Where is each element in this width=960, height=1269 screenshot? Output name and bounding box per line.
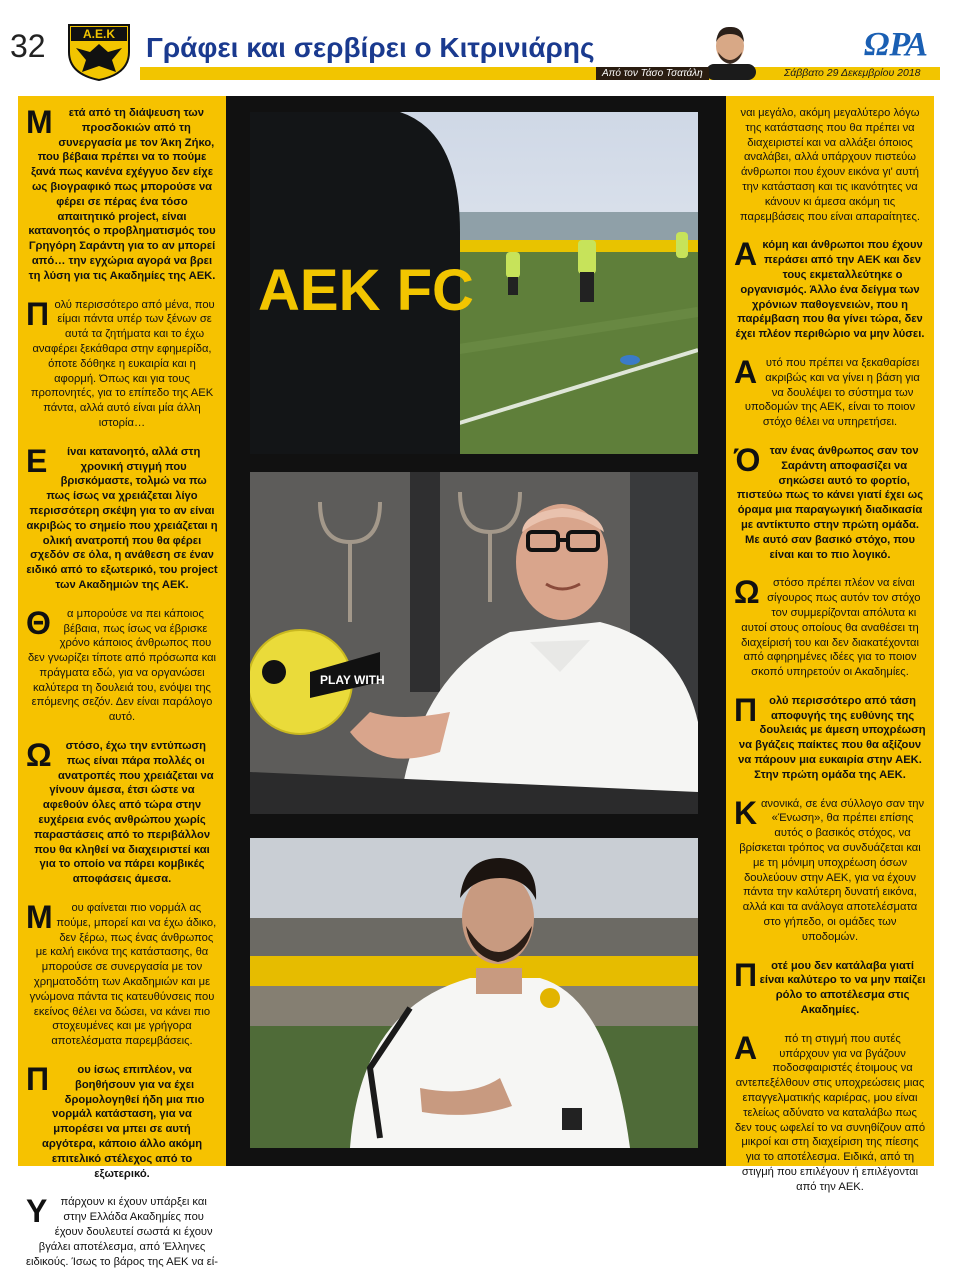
paragraph-text: στόσο, έχω την εντύπωση πως είναι πάρα πολλές οι ανατροπές που χρειάζεται να γίνουν άμεσα, έτσι ώστε να αφεθούν όλες από τώρα στην ευχέρεια ενός ανθρώπου χωρίς παραστάσεις από το περιβάλλον που θα κληθεί να διαχειριστεί και για το οποίο να πάρει κομβικές αποφάσεις άμεσα. [33,740,214,886]
paragraph-text: πάρχουν κι έχουν υπάρξει και στην Ελλάδα Ακαδημίες που έχουν δουλευτεί σωστά κι έχουν βγάλει αποτέλεσμα, από Έλληνες ειδικούς. Ίσως το βάρος της ΑΕΚ να εί- [26,1196,218,1268]
page-header [0,0,960,92]
drop-cap: Μ [26,104,53,140]
paragraph [26,442,218,593]
paragraph [734,238,926,342]
paragraph-text: οτέ μου δεν κατάλαβα γιατί είναι καλύτερο το να μην παίζει ρόλο το αποτέλεσμα στις Ακαδημίες. [759,959,926,1017]
drop-cap: Υ [26,1193,48,1230]
photo-training-jersey [250,112,698,454]
drop-cap: Ε [26,442,48,479]
paragraph-text: α μπορούσε να πει κάποιος βέβαια, πως ίσως να έβρισκε χρόνο κάποιος άνθρωπος που δεν γνωρίζει τίποτε από πρόσωπα και πράγματα εδώ, για να οργανώσει καλύτερα τη δουλειά του, ενόψει της επόμενης σεζόν. Δεν είναι παράλογο αυτό. [27,607,217,724]
paragraph [734,441,926,562]
byline: Από τον Τάσο Τσατάλη [596,67,709,80]
paragraph-text: ταν ένας άνθρωπος σαν τον Σαράντη αποφασίζει να σηκώσει αυτό το φορτίο, πιστεύω πως το κάνει γιατί έχει ως όραμα μια παραγωγική διαδικασία με αντίκτυπο στην πρώτη ομάδα. Με αυτό σαν βασικό στόχο, που είναι και το πιο λογικό. [736,444,924,561]
article-column-right [726,96,934,1193]
paragraph-text: ετά από τη διάψευση των προσδοκιών από τη συνεργασία με τον Άκη Ζήκο, που βέβαια πρέπει να το πούμε ξανά πως κανένα εχέγγυο δεν είχε ως βιογραφικό πως μπορούσε να φέρει σε πέρας ένα τόσο απαιτητικό project, είναι κατανοητός ο προβληματισμός του Γρηγόρη Σαράντη για το αν μπορεί από… την εγχώρια αγορά να βρει τη λύση για τις Ακαδημίες της ΑΕΚ. [28,107,216,282]
newspaper-logo: ΩΡΑ [864,26,928,63]
paragraph-text: υτό που πρέπει να ξεκαθαρίσει ακριβώς και να γίνει η βάση για να δουλέψει το σύστημα των υποδομών της ΑΕΚ, είναι το ποιον στόχο θέλει να υπηρετήσει. [744,356,920,429]
drop-cap: Ό [734,441,761,478]
paragraph [26,106,218,284]
drop-cap: Α [734,1029,758,1066]
jersey-text: AEK FC [258,258,474,323]
drop-cap: Ω [26,737,52,774]
paragraph-text: ανονικά, σε ένα σύλλογο σαν την «Ένωση», θα πρέπει επίσης αυτός ο βασικός στόχος, να βρίσκεται τρόπος να συνδυάζεται και με τη μόνιμη υποχρέωση όσων δουλεύουν στην ΑΕΚ, για να έχουν πάντα την καλύτερη δυνατή εικόνα, αλλά και τα ανάλογα αποτελέσματα στο γήπεδο, οι ομάδες των υποδομών. [739,797,925,943]
paragraph [26,604,218,725]
drop-cap: Μ [26,899,53,936]
paragraph-text: ναι μεγάλο, ακόμη μεγαλύτερο λόγω της κατάστασης που θα πρέπει να διαχειριστεί και να αλλάξει όποιος αναλάβει, αλλά υπάρχουν πιστεύω άνθρωποι που έχουν εικόνα γι' αυτή την κατάσταση και τις ικανότητες να κάνουν κι άμεσα ακόμη τις παρεμβάσεις που είναι απαραίτητες. [739,107,921,223]
paragraph [26,1195,218,1269]
paragraph [734,956,926,1018]
drop-cap: Θ [26,604,51,641]
author-photo [700,20,760,80]
drop-cap: Α [734,236,758,273]
paragraph [26,1063,218,1181]
paragraph [26,739,218,887]
drop-cap: Α [734,353,758,390]
column-title: Γράφει και σερβίρει ο Κιτρινιάρης [146,32,595,63]
paragraph [734,1029,926,1195]
drop-cap: Π [26,295,50,332]
issue-date: Σάββατο 29 Δεκεμβρίου 2018 [784,67,921,79]
photo-man-with-ball [250,472,698,814]
drop-cap: Π [734,691,758,728]
paragraph [734,106,926,224]
drop-cap: Ω [734,574,760,611]
crest-text: Α.Ε.Κ [82,27,116,41]
drop-cap: Κ [734,794,758,831]
paragraph-text: ίναι κατανοητό, αλλά στη χρονική στιγμή που βρισκόμαστε, τολμώ να πω πως ίσως να χρειάζεται λίγο περισσότερη σκέψη για το αν είναι ακριβώς το σημείο που χρειάζεται η ολική ανατροπή που θα φέρει σχεδόν σε όλα, η ανάθεση σε έναν ειδικό από το εξωτερικό, του project των Ακαδημιών της ΑΕΚ. [26,445,218,591]
article-column-left [18,96,226,1268]
paragraph-text: ολύ περισσότερο από μένα, που είμαι πάντα υπέρ των ξένων σε αυτά τα ζητήματα και το έχω αναφέρει ξεκάθαρα στην εφημερίδα, όποτε δόθηκε η ευκαιρία και η αφορμή. Όπως και για τους προπονητές, για το επίπεδο της ΑΕΚ πάντα, αλλά αυτό είναι μία άλλη ιστορία… [30,298,215,429]
paragraph [734,691,926,783]
paragraph [734,576,926,680]
drop-cap: Π [734,956,758,993]
drop-cap: Π [26,1061,50,1098]
photo-coach-on-pitch [250,838,698,1148]
paragraph-text: πό τη στιγμή που αυτές υπάρχουν για να βγάζουν ποδοσφαιριστές έτοιμους να αντεπεξέλθουν στις υποχρεώσεις μιας επαγγελματικής καριέρας, μου είναι τελείως αδύνατο να καταλάβω πως δεν τους ωφελεί το να συνηθίζουν από μικροί και στη διαχείριση της πίεσης για το αποτέλεσμα. Ειδικά, από τη στιγμή που επιλέγουν ή επιλέγονται από την ΑΕΚ. [734,1032,926,1193]
paragraph-text: κόμη και άνθρωποι που έχουν περάσει από την ΑΕΚ και δεν τους εκμεταλλεύτηκε ο οργανισμός. Άλλο ένα δείγμα των χρόνιων παθογενειών, που η παρέμβαση που θα γίνει τώρα, δεν έχει πλέον περιθώριο να μην λύσει. [735,239,925,341]
paragraph [734,794,926,945]
paragraph-text: ου ίσως επιπλέον, να βοηθήσουν για να έχει δρομολογηθεί ήδη μια πιο νορμάλ κατάσταση, για να μπορέσει να μπει σε αυτή αργότερα, κάποιο άλλο ακόμη επιτελικό στέλεχος από το εξωτερικό. [41,1064,205,1180]
paragraph [26,295,218,431]
paragraph [26,901,218,1049]
aek-crest-logo [66,22,132,82]
ball-text: PLAY WITH [320,673,385,687]
paragraph-text: στόσο πρέπει πλέον να είναι σίγουρος πως αυτόν τον στόχο τον συμμερίζονται απόλυτα κι αυτοί στους οποίους θα αναθέσει τη διαχείρισή του και δεν διακατέχονται από αφηρημένες ιδέες για το ποιον σκοπό υπηρετούν οι Ακαδημίες. [741,577,921,679]
paragraph-text: ολύ περισσότερο από τάση αποφυγής της ευθύνης της δουλειάς με άμεση υποχρέωση να βγάζεις παίκτες που θα αξίζουν να πάρουν μια ευκαιρία στην ΑΕΚ. Στην πρώτη ομάδα της ΑΕΚ. [738,694,926,781]
page-number: 32 [10,28,46,64]
paragraph-text: ου φαίνεται πιο νορμάλ ας πούμε, μπορεί και να έχω άδικο, δεν ξέρω, πως ένας άνθρωπος με καλή εικόνα της κατάστασης, θα μπορούσε σε συνεργασία με τον χρηματοδότη των Ακαδημιών και με γνώμονα πάντα τις κατευθύνσεις που εκείνος θέλει να δώσει, να κάνει πιο στοχευμένες και με γρήγορα αποτελέσματα παρεμβάσεις. [29,902,217,1048]
paragraph [734,353,926,430]
